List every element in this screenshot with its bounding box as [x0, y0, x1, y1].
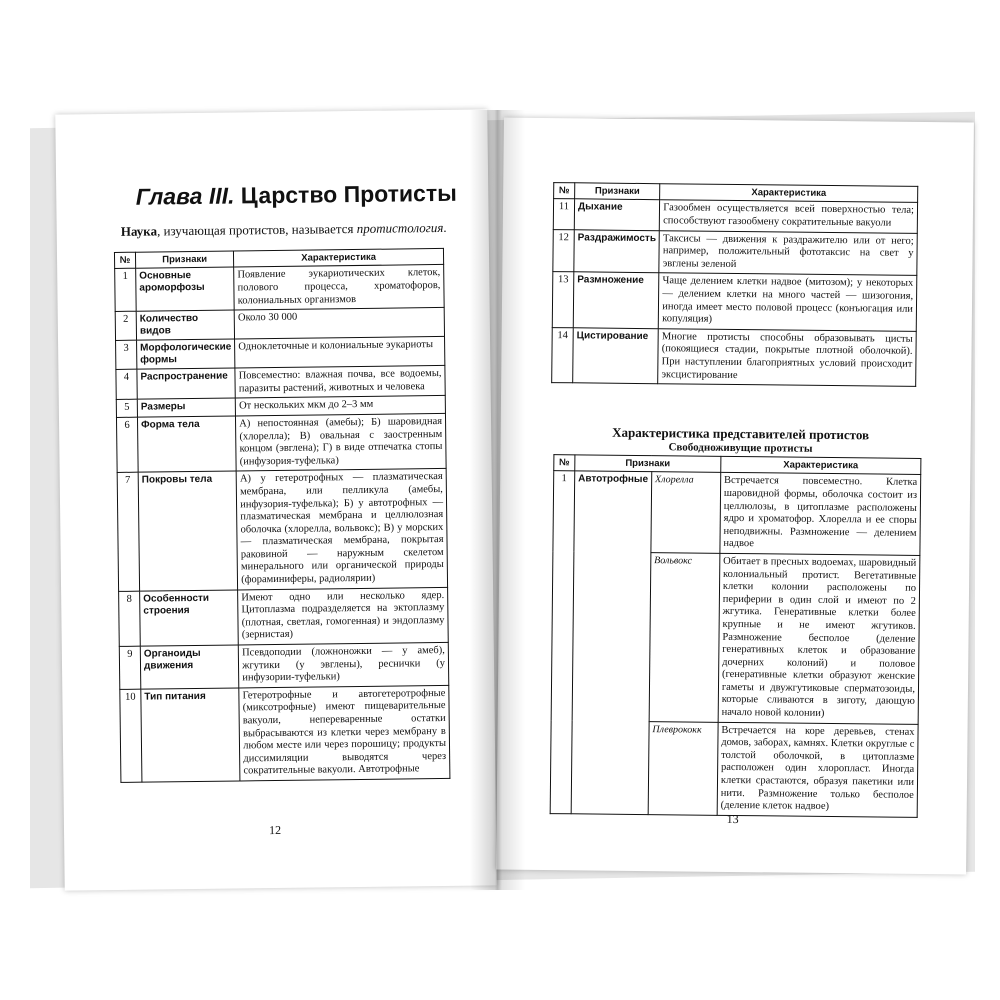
row-number: 10: [120, 689, 142, 782]
table-row: [553, 199, 917, 233]
header-sign: Признаки: [575, 183, 660, 200]
table-row: [552, 327, 917, 386]
table-row: [120, 685, 450, 782]
row-characteristic: Одноклеточные и колониальные эукариоты: [235, 337, 445, 369]
table-row: [119, 587, 449, 646]
section-subtitle: Свободноживущие протисты: [668, 441, 813, 455]
header-num: №: [554, 455, 575, 472]
row-sign: Дыхание: [574, 199, 660, 230]
row-characteristic: Многие протисты способны образовывать цисты (покоящиеся стадии, покрытые плотной оболочкой). При наступлении благоприятных условий происходит эксцистирование: [658, 328, 916, 386]
row-number: 6: [116, 417, 138, 473]
row-characteristic: От нескольких мкм до 2–3 мм: [235, 396, 445, 416]
header-num: №: [554, 183, 575, 200]
row-sign: Размножение: [573, 272, 659, 328]
row-sign: Морфологические формы: [137, 339, 236, 369]
chapter-number: Глава III.: [135, 182, 235, 210]
intro-mid: , изучающая протистов, называется: [156, 220, 357, 239]
row-number: 1: [115, 269, 137, 312]
group-name: Автотрофные: [571, 471, 651, 814]
table-row: [119, 642, 448, 689]
row-sign: Размеры: [137, 398, 235, 417]
organism-name: Плеврококк: [648, 721, 718, 815]
row-number: 14: [552, 327, 574, 383]
row-characteristic: Появление эукариотических клеток, полового процесса, хроматофоров, колониальных организмов: [234, 265, 444, 310]
group-number: 1: [550, 471, 575, 814]
row-sign: Покровы тела: [138, 471, 238, 591]
row-number: 12: [553, 229, 574, 272]
row-characteristic: Имеют одно или несколько ядер. Цитоплазма подразделяется на эктоплазму (плотная, светлая, гомогенная) и эндоплазму (зернистая): [238, 587, 448, 645]
header-char: Характеристика: [721, 456, 921, 474]
intro-sentence: [119, 220, 449, 240]
row-sign: Особенности строения: [140, 590, 239, 647]
section-title: Характеристика представителей протистов: [612, 424, 870, 443]
row-sign: Распространение: [137, 368, 236, 399]
row-characteristic: Гетеротрофные и автогетеротрофные (миксотрофные) имеют пищеварительные вакуоли, непереваренные остатки выбрасываются из клетки через мембрану в любом месте или через порошицу; продукты диссимиляции выводятся через сократительные вакуоли. Автотрофные: [239, 685, 450, 781]
row-characteristic: Повсеместно: влажная почва, все водоемы, паразиты растений, животных и человека: [235, 366, 445, 399]
row-sign: Тип питания: [141, 688, 240, 782]
row-sign: Органоиды движения: [140, 645, 239, 689]
row-sign: Раздражимость: [574, 229, 660, 273]
right-page: [496, 118, 974, 875]
row-sign: Цистирование: [573, 328, 659, 384]
row-characteristic: Газообмен осуществляется всей поверхностью тела; способствуют газообмену сократительные вакуоли: [660, 200, 918, 233]
row-sign: Форма тела: [137, 416, 236, 473]
intro-bold: Наука: [120, 223, 158, 239]
table-row: [553, 471, 921, 555]
table-row: [115, 308, 444, 341]
row-number: 4: [116, 369, 137, 399]
row-characteristic: Таксисы — движения к раздражителю или от него; например, положительный фототаксис на свет у эвглены зеленой: [659, 230, 917, 275]
header-sign: Признаки: [575, 455, 721, 473]
table-row: [115, 265, 444, 312]
intro-italic: протистология: [356, 219, 444, 236]
header-char: Характеристика: [660, 184, 918, 203]
row-characteristic: Чаще делением клетки надвое (митозом); у некоторых — делением клетки на много частей — шизогония, иногда имеет место половой процесс (конъюгация или копуляция): [659, 273, 917, 331]
left-table: [114, 248, 450, 783]
right-table: [551, 182, 918, 387]
organism-characteristic: Встречается на коре деревьев, стенах домов, заборах, камнях. Клетки округлые с толстой оболочкой, в цитоплазме расположен один хлоропласт. Иногда клетки срастаются, образуя пакетики или нити. Размножение только бесполое (деление клеток надвое): [717, 722, 918, 817]
table-row: [116, 366, 445, 400]
row-number: 3: [116, 340, 137, 369]
chapter-title: [116, 180, 476, 211]
table-row: [116, 337, 445, 370]
row-sign: Основные ароморфозы: [136, 267, 235, 311]
table-row: [117, 469, 447, 591]
organism-characteristic: Обитает в пресных водоемах, шаровидный колониальный протист. Вегетативные клетки колонии расположены по периферии в один слой и имеют по 2 жгутика. Генеративные клетки более крупные и не имеют жгутиков. Размножение бесполое (деление генеративных клеток и образование дочерних колоний) и половое (генеративные клетки образуют женские гаметы и двужгутиковые сперматозоиды, которые сливаются в зиготу, дающую начало новой колонии): [718, 553, 920, 724]
chapter-name: Царство Протисты: [240, 179, 457, 209]
row-number: 7: [117, 473, 139, 592]
table-row: [116, 413, 446, 472]
row-characteristic: Около 30 000: [234, 308, 444, 340]
header-sign: Признаки: [135, 251, 233, 269]
book-spine: [470, 110, 525, 890]
organism-name: Хлорелла: [651, 472, 721, 553]
page-number-left: 12: [268, 822, 282, 838]
row-number: 2: [115, 311, 136, 340]
row-characteristic: А) непостоянная (амебы); Б) шаровидная (хлорелла); В) овальная с заостренным концом (эвглена); Г) в виде отпечатка стопы (инфузория-туфелька): [236, 413, 446, 471]
page-number-right: 13: [726, 811, 739, 827]
row-number: 13: [552, 272, 574, 328]
row-number: 9: [119, 646, 141, 689]
intro-end: .: [443, 219, 447, 235]
row-number: 8: [119, 591, 141, 647]
organism-characteristic: Встречается повсеместно. Клетка шаровидной формы, оболочка состоит из целлюлозы, в цитоплазме расположены ядро и хроматофор. Хлорелла и ее споры неподвижны. Размножение — делением надвое: [720, 473, 921, 556]
header-char: Характеристика: [234, 248, 444, 267]
row-characteristic: Псевдоподии (ложноножки — у амеб), жгутики (у эвглены), реснички (у инфузории-туфельки): [238, 642, 448, 687]
representatives-table: [550, 454, 922, 818]
header-num: №: [114, 252, 135, 269]
row-number: 11: [553, 199, 574, 229]
row-characteristic: А) у гетеротрофных — плазматическая мембрана, или пелликула (амебы, инфузория-туфелька); Б) у автотрофных — плазматическая мембрана и целлюлозная оболочка (хлорелла, вольвокс); В) у морских — плазматическая мембрана, покрытая раковиной — наружным скелетом минерального или органической природы (фораминиферы, радиолярии): [236, 469, 447, 590]
table-row: [552, 272, 917, 331]
row-number: 5: [116, 400, 137, 418]
row-sign: Количество видов: [136, 310, 235, 340]
table-row: [553, 229, 917, 276]
left-page: [55, 109, 496, 890]
organism-name: Вольвокс: [649, 553, 720, 722]
